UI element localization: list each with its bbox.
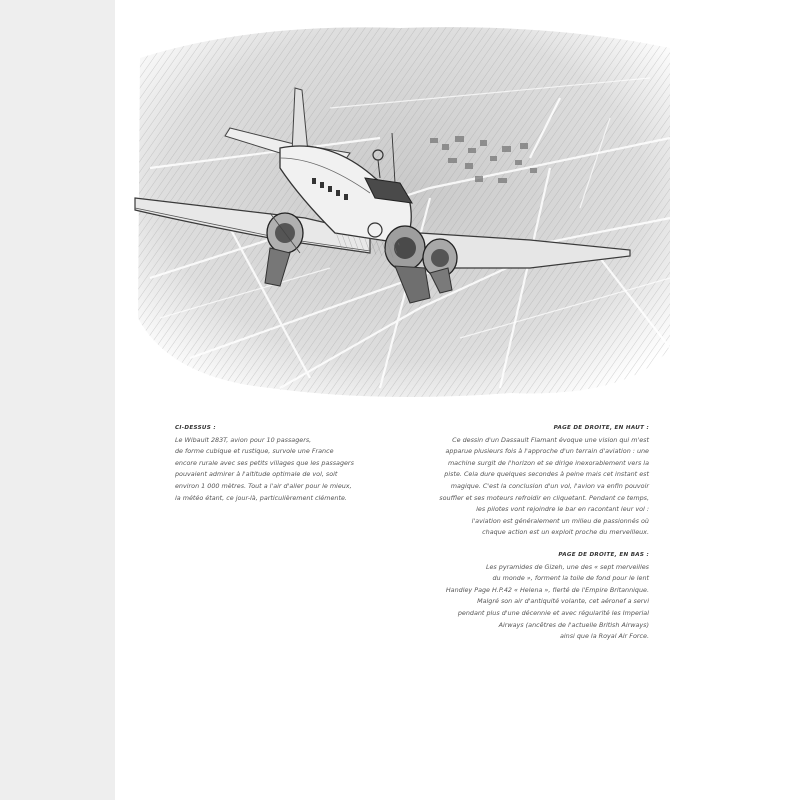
aircraft-sketch-illustration — [130, 18, 675, 403]
caption-line: machine surgit de l'horizon et se dirige inexorablement vers la — [447, 458, 649, 467]
caption-line: ainsi que la Royal Air Force. — [559, 632, 649, 641]
caption-line: de forme cubique et rustique, survole une France — [175, 447, 334, 456]
caption-line: Ce dessin d'un Dassault Flamant évoque une vision qui m'est — [452, 435, 649, 444]
caption-line: la météo étant, ce jour-là, particulièrement clémente. — [175, 493, 347, 502]
caption-line: Malgré son air d'antiquité volante, cet aéronef a servi — [477, 597, 649, 606]
caption-line: Le Wibault 283T, avion pour 10 passagers, — [175, 435, 312, 444]
caption-heading: PAGE DE DROITE, EN BAS : — [558, 552, 649, 558]
caption-right-page-top — [415, 423, 649, 539]
pencil-drawing — [130, 18, 675, 403]
caption-line: apparue plusieurs fois à l'approche d'un terrain d'aviation : une — [445, 447, 649, 456]
caption-line: pouvaient admirer à l'altitude optimale de vol, soit — [175, 470, 338, 479]
caption-line: du monde », forment la toile de fond pour le lent — [492, 574, 649, 583]
caption-line: Les pyramides de Gizeh, une des « sept merveilles — [485, 562, 649, 571]
caption-line: Handley Page H.P.42 « Helena », fierté de l'Empire Britannique. — [445, 585, 649, 594]
caption-line: environ 1 000 mètres. Tout a l'air d'aller pour le mieux, — [175, 481, 352, 490]
caption-line: les pilotes vont rejoindre le bar en racontant leur vol : — [476, 505, 649, 514]
caption-above — [175, 423, 415, 504]
caption-line: Airways (ancêtres de l'actuelle British Airways) — [498, 620, 649, 629]
caption-right-page-bottom — [415, 550, 649, 643]
caption-line: chaque action est un exploit proche du merveilleux. — [482, 528, 649, 537]
caption-line: magique. C'est la conclusion d'un vol, l'avion va enfin pouvoir — [450, 481, 649, 490]
caption-line: souffler et ses moteurs refroidir en cliquetant. Pendant ce temps, — [439, 493, 649, 502]
caption-heading: CI-DESSUS : — [175, 425, 216, 431]
caption-line: pendant plus d'une décennie et avec régularité les Imperial — [457, 608, 649, 617]
caption-line: l'aviation est généralement un milieu de passionnés où — [471, 516, 649, 525]
caption-line: encore rurale avec ses petits villages que les passagers — [175, 458, 354, 467]
caption-heading: PAGE DE DROITE, EN HAUT : — [553, 425, 649, 431]
caption-line: piste. Cela dure quelques secondes à peine mais cet instant est — [444, 470, 649, 479]
